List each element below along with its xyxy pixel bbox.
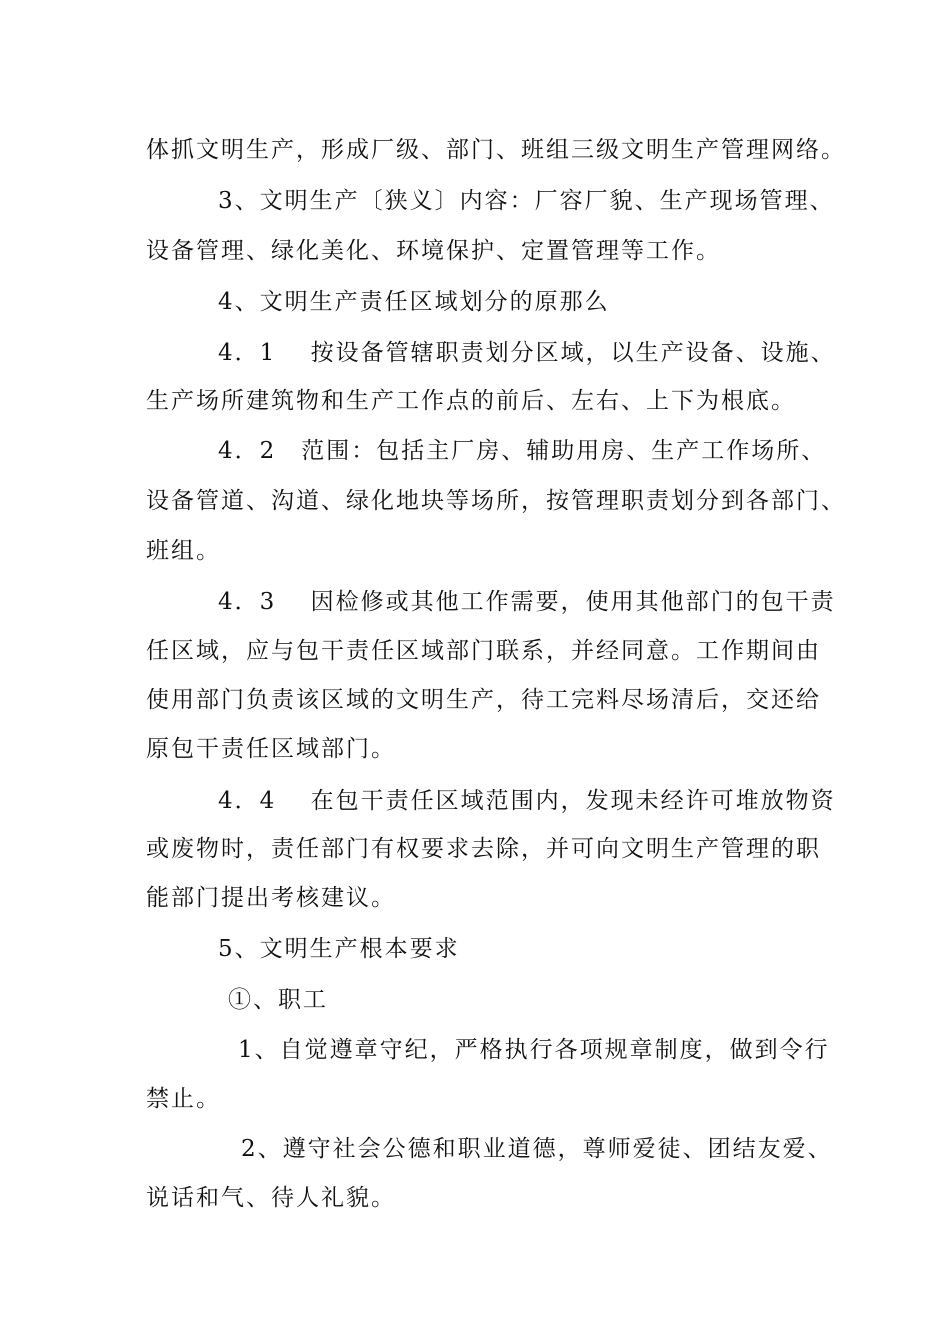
text-line: 使用部门负责该区域的文明生产，待工完料尽场清后，交还给 [146, 687, 821, 713]
text-line: ①、职工 [228, 987, 328, 1013]
text-line: 能部门提出考核建议。 [146, 885, 396, 911]
text-line: 1、自觉遵章守纪，严格执行各项规章制度，做到令行 [238, 1037, 830, 1063]
text-line: 说话和气、待人礼貌。 [146, 1185, 396, 1211]
text-line: 任区域，应与包干责任区域部门联系，并经同意。工作期间由 [146, 638, 821, 664]
text-line: 禁止。 [146, 1086, 221, 1112]
text-line: 3、文明生产〔狭义〕内容：厂容厂貌、生产现场管理、 [218, 188, 835, 214]
text-line: 4、文明生产责任区域划分的原那么 [218, 289, 610, 315]
text-line: 原包干责任区域部门。 [146, 736, 396, 762]
text-line: 2、遵守社会公德和职业道德，尊师爱徒、团结友爱、 [241, 1136, 833, 1162]
text-line: 5、文明生产根本要求 [218, 936, 460, 962]
text-line: 或废物时，责任部门有权要求去除，并可向文明生产管理的职 [146, 836, 821, 862]
text-line: 班组。 [146, 538, 221, 564]
text-line: 4．2 范围：包括主厂房、辅助用房、生产工作场所、 [218, 438, 827, 464]
text-line: 体抓文明生产，形成厂级、部门、班组三级文明生产管理网络。 [146, 137, 846, 163]
text-line: 生产场所建筑物和生产工作点的前后、左右、上下为根底。 [146, 388, 796, 414]
text-line: 4．1 按设备管辖职责划分区域，以生产设备、设施、 [218, 340, 836, 366]
text-line: 设备管理、绿化美化、环境保护、定置管理等工作。 [146, 238, 721, 264]
text-line: 4．4 在包干责任区域范围内，发现未经许可堆放物资 [218, 788, 836, 814]
text-line: 设备管道、沟道、绿化地块等场所，按管理职责划分到各部门、 [146, 488, 846, 514]
text-line: 4．3 因检修或其他工作需要，使用其他部门的包干责 [218, 589, 836, 615]
